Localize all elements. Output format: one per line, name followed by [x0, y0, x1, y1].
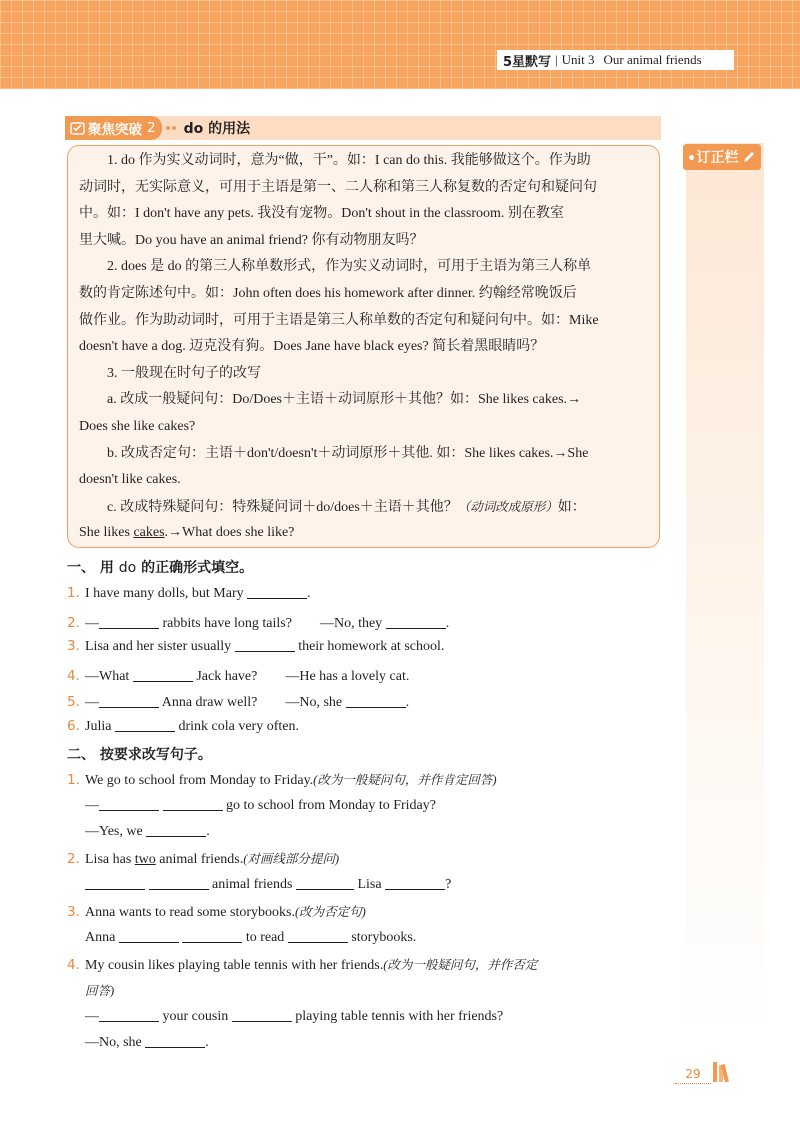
answer-line: —Yes, we . [85, 824, 210, 839]
correction-column [686, 143, 764, 1043]
books-icon [711, 1058, 737, 1084]
explain-line: 里大喊。Do you have an animal friend? 你有动物朋友吗？ [79, 233, 424, 248]
explain-line: 1. do 作为实义动词时，意为“做，干”。如：I can do this. 我能够做这个。作为助 [107, 153, 591, 168]
answer-line: — go to school from Monday to Friday? [85, 798, 436, 813]
answer-blank[interactable] [296, 876, 354, 890]
explain-line: a. 改成一般疑问句：Do/Does＋主语＋动词原形＋其他？如：She likes cakes.→ [107, 392, 582, 407]
answer-blank[interactable] [99, 797, 159, 811]
explain-line: doesn't have a dog. 迈克没有狗。Does Jane have black eyes? 简长着黑眼睛吗？ [79, 339, 545, 354]
explain-line: 数的肯定陈述句中。如：John often does his homework after dinner. 约翰经常晚饭后 [79, 286, 577, 301]
correction-tag [683, 144, 761, 170]
explain-line: 3. 一般现在时句子的改写 [107, 366, 261, 381]
top-banner [0, 0, 800, 89]
exercise-item: 3. Anna wants to read some storybooks.(改为否定句) [67, 904, 366, 920]
exercise-item: 2. — rabbits have long tails? —No, they . [67, 615, 450, 631]
exercise-item: 1. We go to school from Monday to Friday.(改为一般疑问句，并作肯定回答) [67, 772, 497, 788]
answer-blank[interactable] [163, 797, 223, 811]
explain-line: c. 改成特殊疑问句：特殊疑问词＋do/does＋主语＋其他？（动词改成原形）如： [107, 500, 586, 515]
explain-line: 动词时，无实际意义，可用于主语是第一、二人称和第三人称复数的否定句和疑问句 [79, 180, 597, 195]
exercise-item-continued: 回答) [85, 984, 115, 998]
answer-blank[interactable] [386, 615, 446, 629]
answer-blank[interactable] [145, 1034, 205, 1048]
answer-blank[interactable] [346, 694, 406, 708]
exercise-item: 4. My cousin likes playing table tennis with her friends.(改为一般疑问句，并作否定 [67, 957, 538, 973]
answer-blank[interactable] [99, 1008, 159, 1022]
answer-blank[interactable] [235, 638, 295, 652]
header-separator: | [555, 52, 558, 67]
section-2-heading: 二、 按要求改写句子。 [67, 747, 212, 763]
answer-blank[interactable] [247, 585, 307, 599]
book-icon [70, 121, 85, 136]
answer-blank[interactable] [115, 718, 175, 732]
explain-line: 2. does 是 do 的第三人称单数形式，作为实义动词时，可用于主语为第三人称单 [107, 259, 592, 274]
explain-line: 中。如：I don't have any pets. 我没有宠物。Don't shout in the classroom. 别在教室 [79, 206, 564, 221]
answer-blank[interactable] [149, 876, 209, 890]
page-number: 29 [675, 1064, 711, 1084]
section-1-heading: 一、 用 do 的正确形式填空。 [67, 560, 254, 576]
unit-number: Unit 3 [561, 52, 595, 67]
explain-line: She likes cakes.→What does she like? [79, 525, 295, 540]
answer-blank[interactable] [133, 668, 193, 682]
answer-blank[interactable] [146, 823, 206, 837]
series-header [497, 50, 734, 70]
answer-blank[interactable] [385, 876, 445, 890]
exercise-item: 4. —What Jack have? —He has a lovely cat. [67, 668, 410, 684]
focus-dots [166, 126, 176, 130]
focus-heading [65, 116, 661, 140]
explain-line: doesn't like cakes. [79, 472, 181, 487]
bullet-icon [689, 155, 694, 160]
pencil-icon [742, 150, 756, 164]
answer-blank[interactable] [232, 1008, 292, 1022]
focus-label-text: 聚焦突破 [88, 122, 142, 138]
explain-line: 做作业。作为助动词时，可用于主语是第三人称单数的否定句和疑问句中。如：Mike [79, 313, 599, 328]
answer-blank[interactable] [119, 929, 179, 943]
explain-line: Does she like cakes? [79, 419, 196, 434]
exercise-item: 1. I have many dolls, but Mary . [67, 585, 311, 601]
exercise-item: 3. Lisa and her sister usually their homework at school. [67, 638, 445, 654]
correction-label: 订正栏 [696, 150, 739, 166]
answer-line: — your cousin playing table tennis with her friends? [85, 1009, 504, 1024]
focus-label [65, 116, 162, 140]
answer-blank[interactable] [85, 876, 145, 890]
answer-line: —No, she . [85, 1035, 209, 1050]
unit-title: Our animal friends [603, 52, 702, 67]
explain-line: b. 改成否定句：主语＋don't/doesn't＋动词原形＋其他. 如：She likes cakes.→She [107, 446, 589, 461]
focus-number: 2 [147, 120, 156, 136]
answer-blank[interactable] [182, 929, 242, 943]
answer-line: Anna to read storybooks. [85, 930, 417, 945]
series-brand: 5星默写 [503, 54, 552, 70]
answer-blank[interactable] [99, 615, 159, 629]
exercise-item: 2. Lisa has two animal friends.(对画线部分提问) [67, 851, 340, 867]
answer-line: animal friends Lisa ? [85, 876, 451, 893]
exercise-item: 6. Julia drink cola very often. [67, 718, 299, 734]
answer-blank[interactable] [288, 929, 348, 943]
answer-blank[interactable] [99, 694, 159, 708]
exercise-item: 5. — Anna draw well? —No, she . [67, 694, 410, 710]
focus-title: do 的用法 [183, 121, 251, 137]
